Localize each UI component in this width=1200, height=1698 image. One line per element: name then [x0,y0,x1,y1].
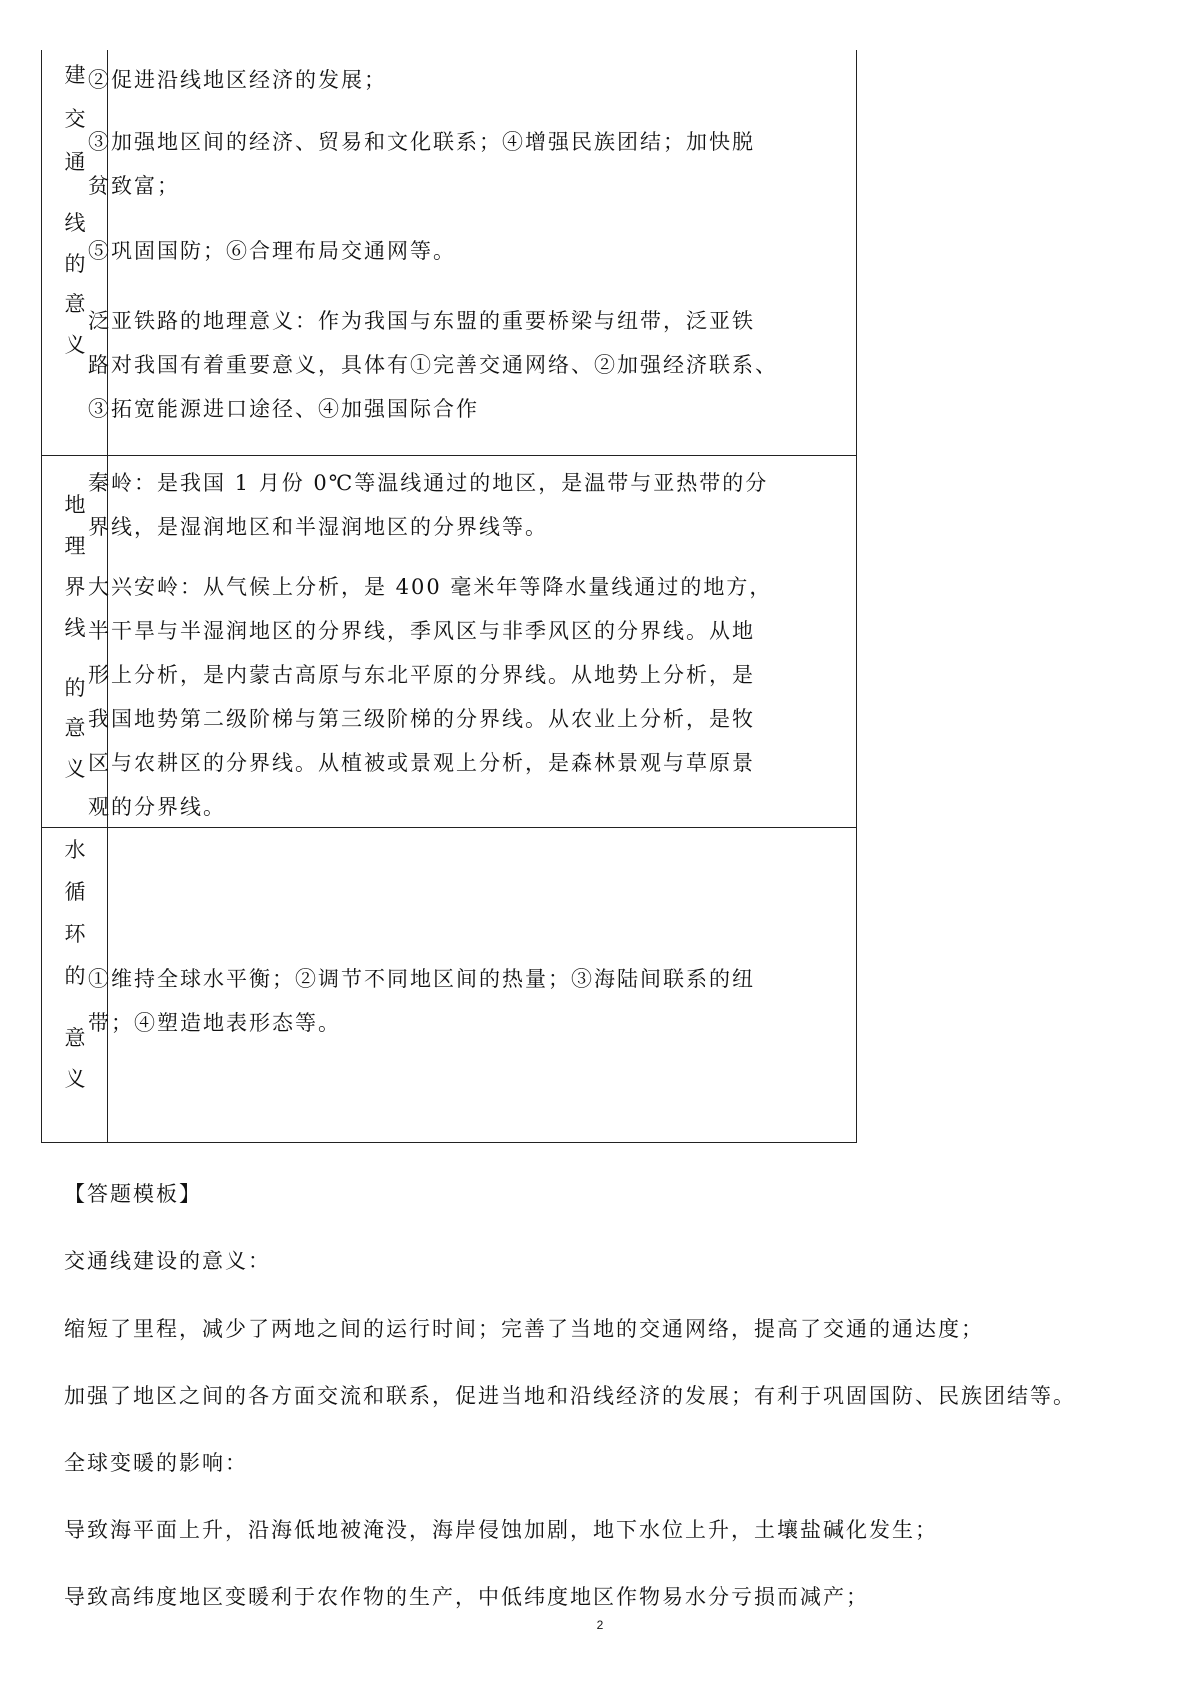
label-char: 交 [64,107,86,131]
text-line: 带；④塑造地表形态等。 [88,1011,341,1035]
label-char: 义 [64,333,86,357]
label-char: 水 [64,838,86,862]
body-line-1: 交通线建设的意义： [64,1249,271,1273]
paragraph-transport-4 [88,299,808,431]
text-line: ②促进沿线地区经济的发展； [88,68,387,92]
template-heading: 【答题模板】 [64,1182,202,1206]
paragraph-daxinganling [88,565,808,829]
label-char: 线 [64,211,86,235]
paragraph-transport-2 [88,120,808,208]
text-line: 观的分界线。 [88,795,226,819]
text-line: 半干旱与半湿润地区的分界线，季风区与非季风区的分界线。从地 [88,619,755,643]
label-char: 通 [64,150,86,174]
text-line: 大兴安岭：从气候上分析，是 400 毫米年等降水量线通过的地方， [88,575,773,599]
label-char: 的 [64,964,86,988]
label-char: 的 [64,676,86,700]
text-line: 界线，是湿润地区和半湿润地区的分界线等。 [88,515,548,539]
text-line: 泛亚铁路的地理意义：作为我国与东盟的重要桥梁与纽带，泛亚铁 [88,309,755,333]
body-line-6: 导致高纬度地区变暖利于农作物的生产，中低纬度地区作物易水分亏损而减产； [64,1585,869,1609]
text-line: 我国地势第二级阶梯与第三级阶梯的分界线。从农业上分析，是牧 [88,707,755,731]
label-char: 义 [64,1067,86,1091]
paragraph-transport-3 [88,229,808,273]
text-line: 区与农耕区的分界线。从植被或景观上分析，是森林景观与草原景 [88,751,755,775]
body-line-4: 全球变暖的影响： [64,1451,248,1475]
label-char: 线 [64,616,86,640]
body-line-3: 加强了地区之间的各方面交流和联系，促进当地和沿线经济的发展；有利于巩固国防、民族团结等。 [64,1384,1076,1408]
label-char: 循 [64,880,86,904]
text-line: 路对我国有着重要意义，具体有①完善交通网络、②加强经济联系、 [88,353,778,377]
text-line: ⑤巩固国防；⑥合理布局交通网等。 [88,239,456,263]
text-line: 贫致富； [88,174,180,198]
paragraph-transport-1 [88,58,808,102]
label-char: 环 [64,922,86,946]
label-char: 意 [64,716,86,740]
page-number: 2 [596,1618,604,1632]
text-line: ①维持全球水平衡；②调节不同地区间的热量；③海陆间联系的纽 [88,967,755,991]
paragraph-qinling [88,461,808,549]
text-line: ③拓宽能源进口途径、④加强国际合作 [88,397,479,421]
label-char: 建 [64,63,86,87]
label-char: 地 [64,493,86,517]
paragraph-water-cycle [88,957,808,1045]
label-char: 意 [64,292,86,316]
body-line-5: 导致海平面上升，沿海低地被淹没，海岸侵蚀加剧，地下水位上升，土壤盐碱化发生； [64,1518,938,1542]
label-char: 的 [64,252,86,276]
text-line: ③加强地区间的经济、贸易和文化联系；④增强民族团结；加快脱 [88,130,755,154]
text-line: 形上分析，是内蒙古高原与东北平原的分界线。从地势上分析，是 [88,663,755,687]
text-line: 秦岭：是我国 1 月份 0℃等温线通过的地区，是温带与亚热带的分 [88,471,769,495]
label-char: 意 [64,1026,86,1050]
label-char: 界 [64,575,86,599]
body-line-2: 缩短了里程，减少了两地之间的运行时间；完善了当地的交通网络，提高了交通的通达度； [64,1317,984,1341]
label-char: 义 [64,757,86,781]
label-char: 理 [64,534,86,558]
